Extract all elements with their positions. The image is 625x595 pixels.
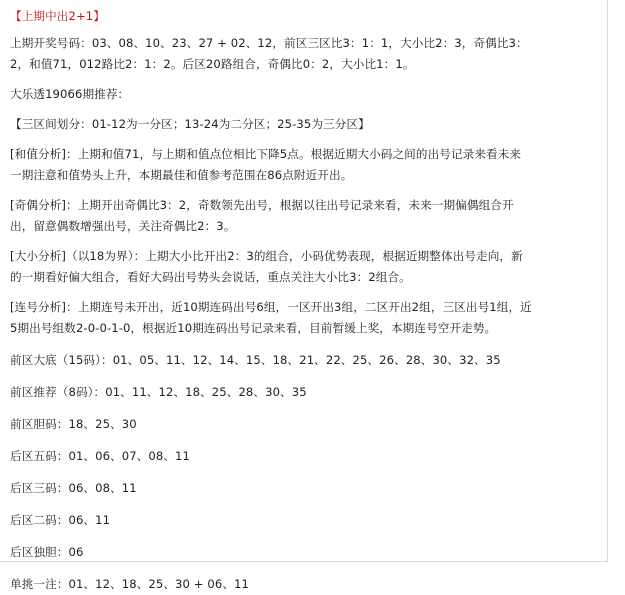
odd-even-analysis — [10, 195, 600, 237]
back-single-pick: 后区独胆：06 — [10, 545, 84, 559]
back-3-picks: 后区三码：06、08、11 — [10, 481, 137, 495]
consecutive-analysis-line-1: [连号分析]：上期连号未开出，近10期连码出号6组，一区开出3组，二区开出2组，三区出号1组，近 — [10, 300, 532, 314]
odd-even-analysis-line-2: 出，留意偶数增强出号，关注奇偶比2：3。 — [10, 219, 236, 233]
sum-analysis-line-2: 一期注意和值势头上升，本期最佳和值参考范围在86点附近开出。 — [10, 168, 353, 182]
sum-analysis-line-1: [和值分析]：上期和值71，与上期和值点位相比下降5点。根据近期大小码之间的出号记录来看未来 — [10, 147, 522, 161]
back-5-picks: 后区五码：01、06、07、08、11 — [10, 449, 191, 463]
sum-analysis — [10, 144, 600, 186]
size-analysis — [10, 246, 600, 288]
front-dan-picks: 前区胆码：18、25、30 — [10, 417, 137, 431]
single-bet: 单挑一注：01、12、18、25、30 + 06、11 — [10, 577, 249, 591]
back-2-picks: 后区二码：06、11 — [10, 513, 111, 527]
article-content — [10, 6, 600, 595]
consecutive-analysis — [10, 297, 600, 339]
last-period-line-1: 上期开奖号码：03、08、10、23、27 + 02、12，前区三区比3：1：1，大小比2：3，奇偶比3： — [10, 36, 528, 50]
size-analysis-line-2: 的一期看好偏大组合，看好大码出号势头会说话，重点关注大小比3：2组合。 — [10, 270, 411, 284]
zone-division: 【三区间划分：01-12为一分区；13-24为二分区；25-35为三分区】 — [10, 117, 370, 131]
size-analysis-line-1: [大小分析]（以18为界）：上期大小比开出2：3的组合，小码优势表现，根据近期整体出号走向，新 — [10, 249, 523, 263]
last-draw-header: 【上期中出2+1】 — [10, 9, 105, 23]
front-15-picks: 前区大底（15码）：01、05、11、12、14、15、18、21、22、25、26、28、30、32、35 — [10, 353, 501, 367]
last-period-summary — [10, 33, 600, 75]
front-8-picks: 前区推荐（8码）：01、11、12、18、25、28、30、35 — [10, 385, 307, 399]
consecutive-analysis-line-2: 5期出号组数2-0-0-1-0，根据近10期连码出号记录来看，目前暂缓上奖，本期连号空开走势。 — [10, 321, 497, 335]
recommend-title: 大乐透19066期推荐： — [10, 87, 130, 101]
last-period-line-2: 2，和值71，012路比2：1：2。后区20路组合，奇偶比0：2，大小比1：1。 — [10, 57, 415, 71]
odd-even-analysis-line-1: [奇偶分析]：上期开出奇偶比3：2，奇数领先出号，根据以往出号记录来看，未来一期偏偶组合开 — [10, 198, 514, 212]
